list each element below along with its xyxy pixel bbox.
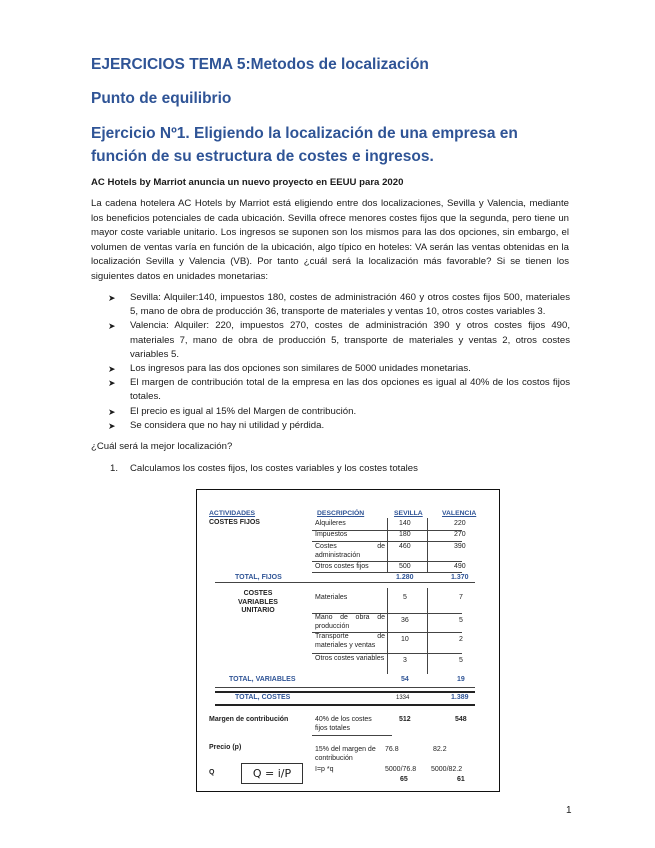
fijo-val: 390 — [454, 543, 466, 550]
page-number: 1 — [566, 805, 572, 816]
list-item: ➤ Sevilla: Alquiler:140, impuestos 180, costes de administración 460 y otros costes fijos 500, materiales 5, mano de obra de producción 36, transporte de materiales y ventas 10, otros costes variables 3. — [108, 292, 570, 318]
list-item: ➤ El precio es igual al 15% del Margen de contribución. — [118, 405, 570, 419]
total-costes-sev: 1334 — [396, 695, 410, 701]
total-variables-sev: 54 — [401, 676, 409, 683]
precio-label: Precio (p) — [209, 744, 242, 751]
arrow-bullet-icon: ➤ — [108, 321, 116, 332]
var-sev: 10 — [401, 636, 409, 643]
list-item: ➤ Se considera que no hay ni utilidad y pérdida. — [118, 419, 570, 433]
fijo-desc: Costes de administración — [315, 543, 385, 559]
row-divider — [215, 691, 475, 693]
fijo-val: 490 — [454, 563, 466, 570]
intro-paragraph: La cadena hotelera AC Hotels by Marriot está eligiendo entre dos localizaciones, Sevilla y Valencia, mediante los beneficios potenciales de cada ubicación. Sevilla ofrece menores costes fijos que la segunda, pero tiene un mayor coste variable unitario. Los ingresos se suponen son los mismos para las dos opciones, sin embargo, el volumen de ventas varía en función de la ubicación, algo típico en hoteles: VA serán las ventas obtenidas en la localización Sevilla y Valencia (VB). Por tanto ¿cuál será la localización más favorable? Si se tienen los siguientes datos en unidades monetarias: — [91, 198, 569, 282]
row-divider — [215, 704, 475, 706]
margen-label: Margen de contribución — [209, 716, 289, 723]
var-desc: Otros costes variables — [315, 655, 385, 662]
fijo-sev: 180 — [399, 531, 411, 538]
exercise-set-title: EJERCICIOS TEMA 5:Metodos de localización — [91, 56, 429, 73]
q-sev: 5000/76.8 — [385, 766, 417, 773]
q-sev-result: 65 — [400, 776, 408, 783]
fijo-val: 270 — [454, 531, 466, 538]
column-divider — [387, 518, 388, 572]
total-variables-label: TOTAL, VARIABLES — [229, 676, 296, 683]
list-item: ➤ Los ingresos para las dos opciones son similares de 5000 unidades monetarias. — [118, 362, 570, 376]
step-number: 1. — [110, 463, 119, 474]
arrow-bullet-icon: ➤ — [108, 420, 116, 431]
list-item: ➤ Valencia: Alquiler: 220, impuestos 270, costes de administración 390 y otros costes fijos 490, materiales 7, mano de obra de producción 5, transporte de materiales y ventas 2, otros costes variables 5. — [108, 320, 570, 360]
header-descripcion: DESCRIPCIÓN — [317, 510, 365, 517]
row-divider — [312, 735, 392, 736]
precio-sev: 76.8 — [385, 746, 399, 753]
step-1 — [110, 463, 418, 474]
fijo-sev: 140 — [399, 520, 411, 527]
row-divider — [215, 687, 475, 688]
row-divider — [215, 582, 475, 583]
margen-val: 548 — [455, 716, 467, 723]
arrow-bullet-icon: ➤ — [108, 378, 116, 389]
costes-variables-label: COSTES VARIABLES UNITARIO — [238, 590, 278, 615]
arrow-bullet-icon: ➤ — [108, 364, 116, 375]
q-val-result: 61 — [457, 776, 465, 783]
arrow-bullet-icon: ➤ — [108, 406, 116, 417]
total-costes-label: TOTAL, COSTES — [235, 694, 291, 701]
total-fijos-val: 1.370 — [451, 574, 469, 581]
section-title: Punto de equilibrio — [91, 90, 232, 107]
var-val: 7 — [459, 594, 463, 601]
arrow-bullet-icon: ➤ — [108, 293, 116, 303]
break-even-formula: Q = i/P — [241, 763, 303, 784]
fijo-desc: Otros costes fijos — [315, 563, 369, 570]
q-val: 5000/82.2 — [431, 766, 463, 773]
fijo-sev: 500 — [399, 563, 411, 570]
header-actividades: ACTIVIDADES — [209, 510, 256, 517]
fijo-desc: Impuestos — [315, 531, 348, 538]
var-sev: 5 — [403, 594, 407, 601]
fijo-val: 220 — [454, 520, 466, 527]
var-val: 5 — [459, 617, 463, 624]
margen-desc: 40% de los costes fijos totales — [315, 716, 372, 732]
total-fijos-sev: 1.280 — [396, 574, 414, 581]
precio-desc: 15% del margen de contribución — [315, 746, 376, 762]
header-sevilla: SEVILLA — [394, 510, 423, 517]
column-divider — [387, 588, 388, 674]
column-divider — [427, 588, 428, 674]
header-valencia: VALENCIA — [442, 510, 477, 517]
data-bullet-list — [108, 291, 570, 433]
step-text: Calculamos los costes fijos, los costes variables y los costes totales — [130, 463, 418, 474]
list-item: ➤ El margen de contribución total de la empresa en las dos opciones es igual al 40% de los costos fijos totales. — [108, 377, 570, 403]
cost-table — [196, 489, 500, 792]
var-desc: Mano de obra de producción — [315, 614, 385, 630]
question: ¿Cuál será la mejor localización? — [91, 441, 233, 452]
q-desc: I=p *q — [315, 766, 334, 773]
margen-sev: 512 — [399, 716, 411, 723]
total-variables-val: 19 — [457, 676, 465, 683]
total-costes-val: 1.389 — [451, 694, 469, 701]
subtitle: AC Hotels by Marriot anuncia un nuevo proyecto en EEUU para 2020 — [91, 177, 404, 188]
var-desc: Transporte de materiales y ventas — [315, 633, 385, 649]
var-val: 2 — [459, 636, 463, 643]
column-divider — [427, 518, 428, 572]
var-val: 5 — [459, 657, 463, 664]
fijo-desc: Alquileres — [315, 520, 346, 527]
exercise-title: Ejercicio Nº1. Eligiendo la localización de una empresa en función de su estructura de costes e ingresos. — [91, 125, 518, 165]
var-sev: 36 — [401, 617, 409, 624]
var-sev: 3 — [403, 657, 407, 664]
total-fijos-label: TOTAL, FIJOS — [235, 574, 282, 581]
fijo-sev: 460 — [399, 543, 411, 550]
var-desc: Materiales — [315, 594, 348, 601]
precio-val: 82.2 — [433, 746, 447, 753]
costes-fijos-label: COSTES FIJOS — [209, 519, 260, 526]
row-divider — [312, 572, 462, 573]
q-label: Q — [209, 769, 215, 776]
